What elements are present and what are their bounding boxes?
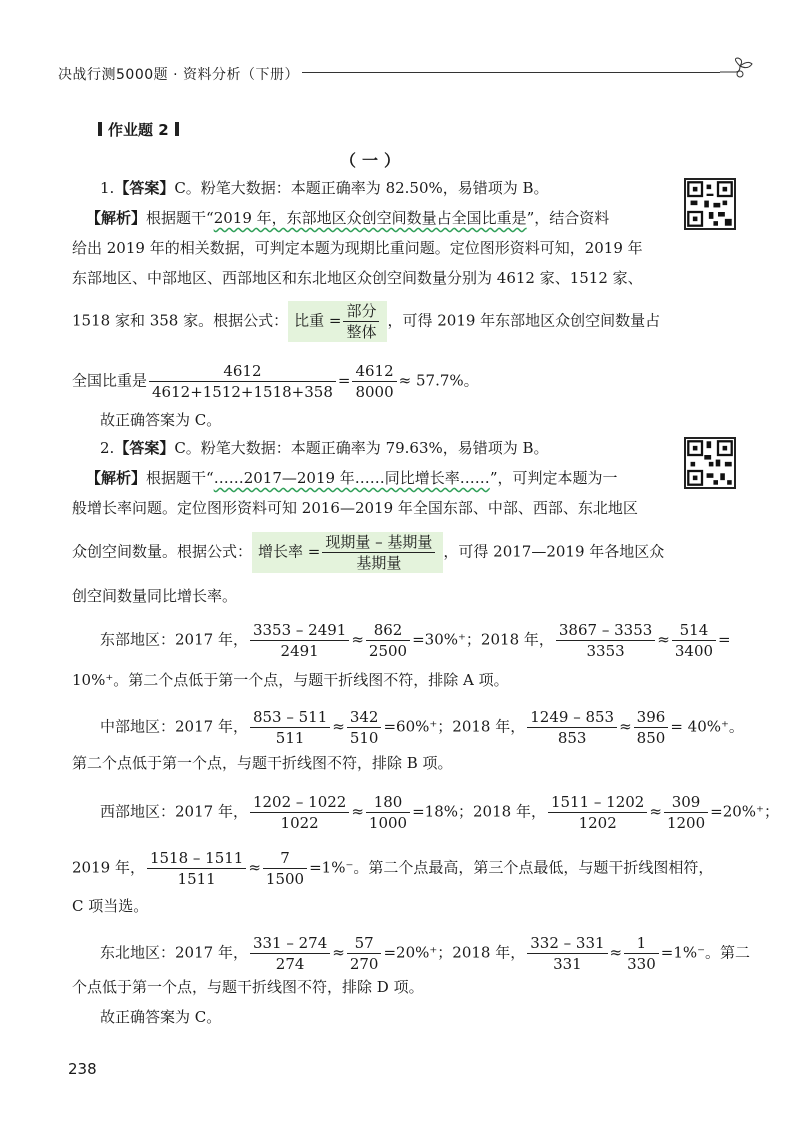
- numerator: 332 – 331: [527, 933, 607, 954]
- numerator: 342: [347, 707, 382, 728]
- numerator: 57: [347, 933, 382, 954]
- fraction: [250, 792, 349, 833]
- q2-answer-text: C。粉笔大数据：本题正确率为 79.63%，易错项为 B。: [174, 439, 549, 457]
- east-calc-line: [100, 620, 731, 661]
- fraction: [527, 933, 607, 974]
- q1-number: 1.: [100, 179, 115, 197]
- qr-code-icon: [684, 437, 736, 489]
- q1-analysis-line-4: [72, 301, 660, 342]
- text: 东部地区：2017 年，: [100, 630, 248, 649]
- text: =1%⁻。第二个点最高，第三个点最低，与题干折线图相符，: [309, 858, 714, 877]
- denominator: 331: [553, 955, 582, 973]
- approx: ≈: [351, 802, 364, 821]
- approx: ≈: [657, 630, 670, 649]
- q2-analysis-line-1: [86, 467, 617, 489]
- numerator: 1518 – 1511: [147, 848, 246, 869]
- text: ”，可判定本题为一: [489, 469, 618, 487]
- formula-box: [252, 532, 443, 573]
- text: =20%⁺；: [710, 802, 779, 821]
- denominator: 1202: [578, 814, 617, 832]
- numerator: 1249 – 853: [527, 707, 617, 728]
- denominator: 3400: [674, 642, 714, 660]
- formula-fraction: [343, 301, 379, 342]
- west-calc-line-2: [72, 848, 713, 889]
- q1-answer-text: C。粉笔大数据：本题正确率为 82.50%，易错项为 B。: [174, 179, 549, 197]
- numerator: 396: [634, 707, 669, 728]
- denominator: 274: [275, 955, 305, 973]
- text: 西部地区：2017 年，: [100, 802, 248, 821]
- fraction: [664, 792, 708, 833]
- west-calc-line: [100, 792, 779, 833]
- northeast-conclusion: 个点低于第一个点，与题干折线图不符，排除 D 项。: [72, 978, 424, 996]
- subsection-title: （一）: [340, 151, 407, 170]
- denominator: 4612+1512+1518+358: [152, 383, 333, 401]
- numerator: 514: [672, 620, 716, 641]
- text: 根据题干“: [146, 469, 214, 487]
- section-title: [92, 119, 185, 140]
- text: ≈ 57.7%。: [398, 371, 479, 390]
- denominator: 853: [557, 729, 587, 747]
- formula-fraction: [322, 532, 435, 573]
- fraction: [556, 620, 655, 661]
- numerator: 1511 – 1202: [548, 792, 647, 813]
- highlighted-keyword: 2019 年，东部地区众创空间数量占全国比重是: [213, 209, 527, 227]
- denominator: 270: [349, 955, 379, 973]
- approx: ≈: [609, 943, 623, 962]
- numerator: 4612: [352, 361, 396, 382]
- denominator: 1000: [368, 814, 408, 832]
- numerator: 309: [664, 792, 708, 813]
- qr-code-icon: [684, 178, 736, 230]
- fraction: [352, 361, 396, 402]
- numerator: 1202 – 1022: [250, 792, 349, 813]
- numerator: 部分: [343, 301, 379, 322]
- answer-tag: 【答案】: [114, 439, 175, 457]
- denominator: 3353: [586, 642, 625, 660]
- analysis-tag: 【解析】: [86, 209, 147, 227]
- answer-tag: 【答案】: [114, 179, 175, 197]
- numerator: 862: [366, 620, 410, 641]
- highlighted-keyword: ……2017—2019 年……同比增长率……: [213, 469, 490, 487]
- fraction: [250, 620, 349, 661]
- denominator: 2500: [368, 642, 408, 660]
- northeast-calc-line: [100, 933, 750, 974]
- page-number: 238: [68, 1060, 97, 1078]
- text: ，可得 2017—2019 年各地区众: [443, 542, 665, 561]
- text: =30%⁺；2018 年，: [412, 630, 554, 649]
- text: ，可得 2019 年东部地区众创空间数量占: [387, 311, 661, 330]
- fraction: [366, 620, 410, 661]
- text: 2019 年，: [72, 858, 145, 877]
- approx: ≈: [351, 630, 364, 649]
- text: =1%⁻。第二: [660, 943, 751, 962]
- q1-analysis-line-2: 给出 2019 年的相关数据，可判定本题为现期比重问题。定位图形资料可知，2019 年: [72, 239, 643, 257]
- q1-analysis-line-3: 东部地区、中部地区、西部地区和东北地区众创空间数量分别为 4612 家、1512 家、: [72, 269, 643, 287]
- denominator: 510: [349, 729, 379, 747]
- formula-lhs: 增长率 =: [258, 542, 321, 561]
- numerator: 7: [263, 848, 307, 869]
- fraction: [366, 792, 410, 833]
- text: 东北地区：2017 年，: [100, 943, 248, 962]
- section-bar-right: [175, 122, 179, 136]
- formula-lhs: 比重 =: [294, 311, 342, 330]
- q2-analysis-line-2: 般增长率问题。定位图形资料可知 2016—2019 年全国东部、中部、西部、东北地区: [72, 499, 638, 517]
- approx: ≈: [332, 943, 345, 962]
- q2-analysis-line-4: 创空间数量同比增长率。: [72, 587, 238, 605]
- text: 众创空间数量。根据公式：: [72, 542, 253, 561]
- denominator: 1511: [177, 870, 216, 888]
- sprout-icon: [718, 56, 756, 80]
- fraction: [672, 620, 716, 661]
- text: ”，结合资料: [526, 209, 610, 227]
- q2-conclusion: 故正确答案为 C。: [100, 1008, 222, 1026]
- west-conclusion: C 项当选。: [72, 897, 149, 915]
- numerator: 3353 – 2491: [250, 620, 349, 641]
- numerator: 180: [366, 792, 410, 813]
- q2-analysis-line-3: [72, 532, 664, 573]
- middle-conclusion: 第二个点低于第一个点，与题干折线图不符，排除 B 项。: [72, 754, 453, 772]
- denominator: 8000: [355, 383, 394, 401]
- numerator: 3867 – 3353: [556, 620, 655, 641]
- fraction: [548, 792, 647, 833]
- text: 根据题干“: [146, 209, 214, 227]
- text: 全国比重是: [72, 371, 148, 390]
- approx: ≈: [619, 717, 632, 736]
- analysis-tag: 【解析】: [86, 469, 147, 487]
- denominator: 1500: [265, 870, 305, 888]
- denominator: 850: [636, 729, 666, 747]
- fraction: [624, 933, 659, 974]
- east-conclusion: 10%⁺。第二个点低于第一个点，与题干折线图不符，排除 A 项。: [72, 671, 509, 689]
- denominator: 基期量: [356, 554, 402, 572]
- denominator: 1200: [666, 814, 706, 832]
- text: =60%⁺；2018 年，: [383, 717, 526, 736]
- q1-calculation-line: [72, 361, 479, 402]
- running-header: 决战行测5000题 · 资料分析（下册）: [58, 67, 299, 83]
- fraction: [263, 848, 307, 889]
- fraction: [347, 933, 382, 974]
- middle-calc-line: [100, 707, 744, 748]
- text: =: [718, 630, 731, 649]
- fraction: [147, 848, 246, 889]
- fraction: [250, 933, 330, 974]
- fraction: [149, 361, 336, 402]
- section-bar-left: [98, 122, 102, 136]
- fraction: [527, 707, 617, 748]
- numerator: 4612: [149, 361, 336, 382]
- approx: ≈: [649, 802, 662, 821]
- text: = 40%⁺。: [670, 717, 744, 736]
- formula-box: [288, 301, 387, 342]
- header-rule: [302, 72, 720, 73]
- text: 1518 家和 358 家。根据公式：: [72, 311, 289, 330]
- fraction: [250, 707, 330, 748]
- text: =20%⁺；2018 年，: [383, 943, 526, 962]
- section-title-text: 作业题 2: [108, 121, 169, 139]
- text: 中部地区：2017 年，: [100, 717, 248, 736]
- q1-conclusion: 故正确答案为 C。: [100, 411, 222, 429]
- approx: ≈: [248, 858, 261, 877]
- denominator: 整体: [346, 323, 377, 341]
- q2-number: 2.: [100, 439, 115, 457]
- numerator: 1: [624, 933, 659, 954]
- denominator: 330: [627, 955, 656, 973]
- numerator: 现期量 – 基期量: [322, 532, 435, 553]
- text: =18%；2018 年，: [412, 802, 546, 821]
- denominator: 2491: [280, 642, 319, 660]
- fraction: [634, 707, 669, 748]
- denominator: 1022: [280, 814, 319, 832]
- equals: =: [337, 371, 351, 390]
- q1-answer-line: [100, 177, 549, 199]
- fraction: [347, 707, 382, 748]
- numerator: 853 – 511: [250, 707, 330, 728]
- q2-answer-line: [100, 437, 549, 459]
- numerator: 331 – 274: [250, 933, 330, 954]
- q1-analysis-line-1: [86, 207, 609, 229]
- approx: ≈: [332, 717, 345, 736]
- denominator: 511: [275, 729, 305, 747]
